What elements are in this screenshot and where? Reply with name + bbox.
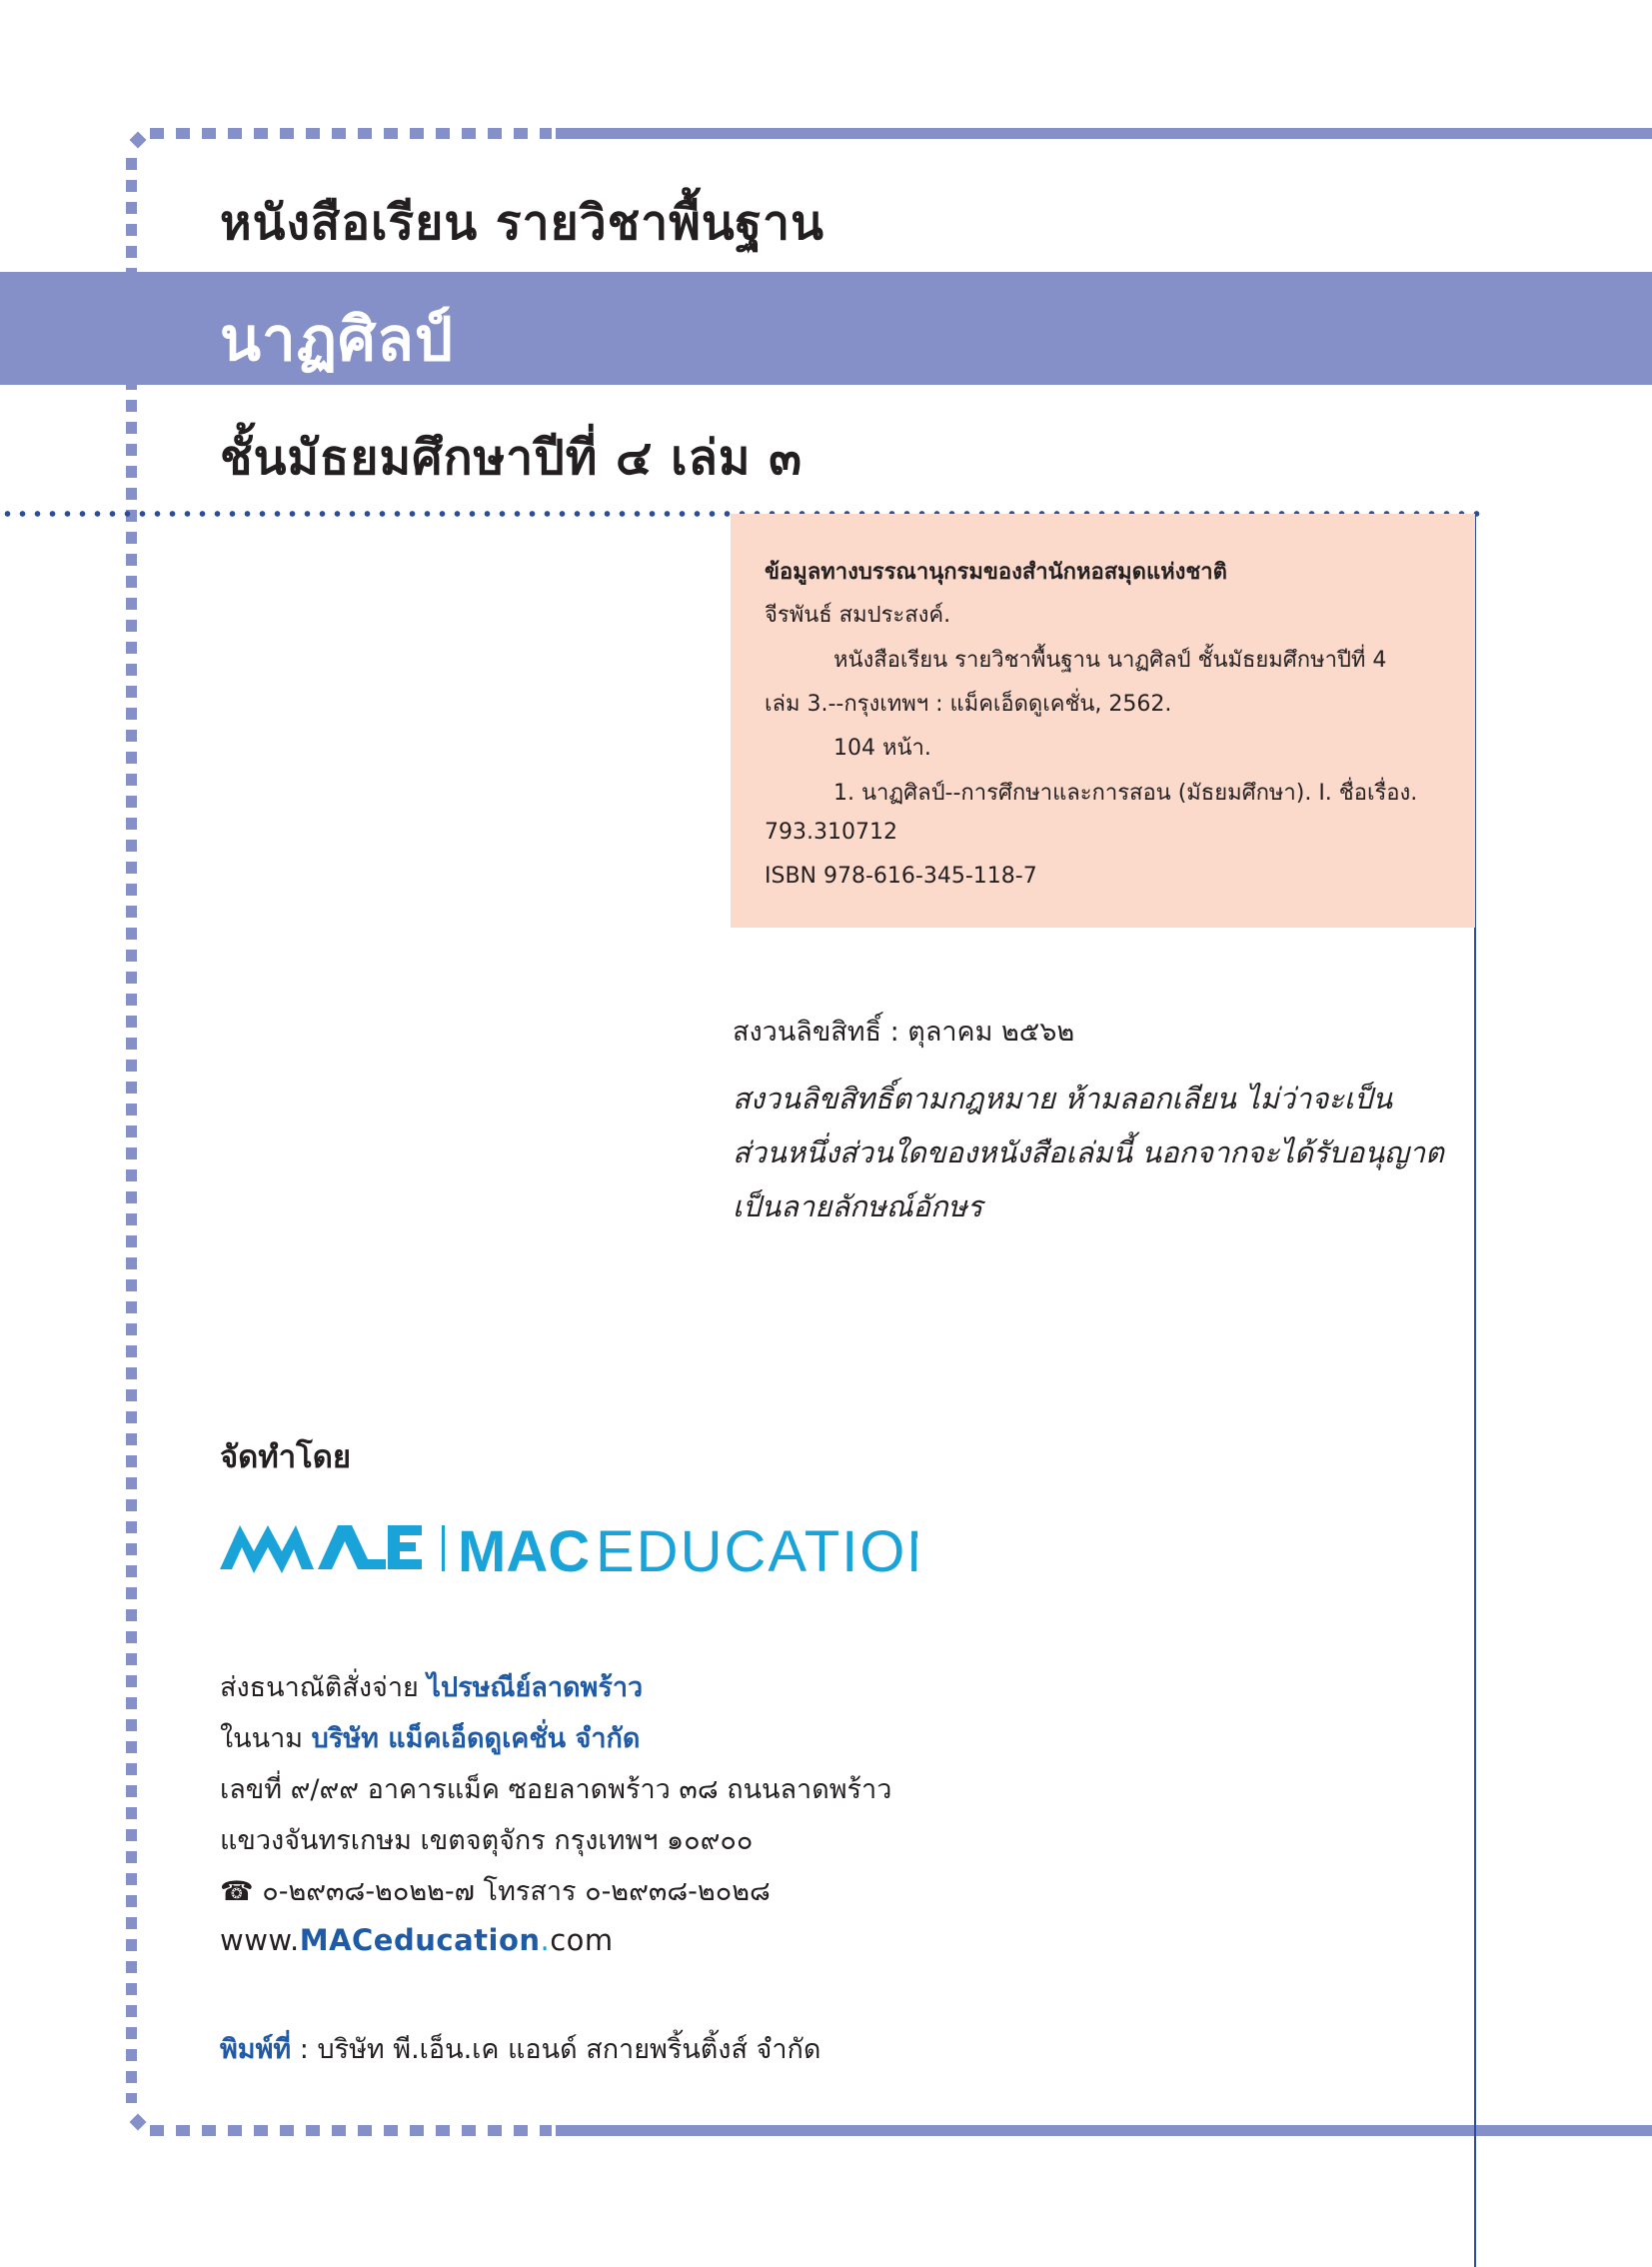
catalog-isbn: ISBN 978-616-345-118-7 xyxy=(765,864,1037,889)
frame-solid-bottom xyxy=(556,2125,1652,2136)
producer-label: จัดทำโดย xyxy=(220,1439,352,1475)
frame-corner-top xyxy=(130,132,147,149)
grade-line: ชั้นมัธยมศึกษาปีที่ ๔ เล่ม ๓ xyxy=(220,430,804,486)
payee-value: บริษัท แม็คเอ็ดดูเคชั่น จำกัด xyxy=(311,1723,641,1754)
frame-dashed-bottom xyxy=(150,2125,552,2136)
logo-text-bold: MAC xyxy=(458,1519,591,1581)
website-dot: . xyxy=(540,1923,551,1957)
frame-corner-bottom xyxy=(130,2114,147,2131)
catalog-book-line-2: เล่ม 3.--กรุงเทพฯ : แม็คเอ็ดดูเคชั่น, 2562. xyxy=(765,692,1172,717)
frame-dashed-top xyxy=(150,128,552,139)
website-name: MACeducation xyxy=(299,1923,541,1957)
printer-label: พิมพ์ที่ xyxy=(220,2034,292,2065)
money-order-label: ส่งธนาณัติสั่งจ่าย xyxy=(220,1672,419,1703)
mac-logo-mark-icon xyxy=(218,1511,917,1581)
money-order-line xyxy=(220,1665,643,1708)
catalog-title: ข้อมูลทางบรรณานุกรมของสำนักหอสมุดแห่งชาติ xyxy=(765,560,1227,585)
catalog-book-line-1: หนังสือเรียน รายวิชาพื้นฐาน นาฏศิลป์ ชั้นมัธยมศึกษาปีที่ 4 xyxy=(833,648,1387,673)
subject-line: หนังสือเรียน รายวิชาพื้นฐาน xyxy=(220,195,825,251)
website-link[interactable] xyxy=(220,1923,614,1957)
phone-numbers: ๐-๒๙๓๘-๒๐๒๒-๗ โทรสาร ๐-๒๙๓๘-๒๐๒๘ xyxy=(262,1876,771,1907)
website-prefix: www. xyxy=(220,1923,300,1957)
catalog-classification: 793.310712 xyxy=(765,820,897,845)
payee-line xyxy=(220,1716,640,1759)
logo-text-light: EDUCATION xyxy=(596,1519,917,1581)
catalog-pages: 104 หน้า. xyxy=(833,736,931,761)
copyright-notice xyxy=(733,1072,1444,1233)
address-street: เลขที่ ๙/๙๙ อาคารแม็ค ซอยลาดพร้าว ๓๘ ถนนลาดพร้าว xyxy=(220,1774,892,1805)
subject-title: นาฏศิลป์ xyxy=(220,305,454,375)
catalog-subject: 1. นาฏศิลป์--การศึกษาและการสอน (มัธยมศึกษา). I. ชื่อเรื่อง. xyxy=(833,781,1418,806)
printer-value: : บริษัท พี.เอ็น.เค แอนด์ สกายพริ้นติ้งส์ จำกัด xyxy=(291,2034,822,2065)
phone-icon: ☎ xyxy=(220,1876,254,1907)
copyright-notice-line-3: เป็นลายลักษณ์อักษร xyxy=(733,1189,983,1223)
phone-line xyxy=(220,1869,771,1912)
payee-label: ในนาม xyxy=(220,1723,304,1754)
frame-dashed-left xyxy=(126,158,137,2103)
frame-solid-top xyxy=(556,128,1652,139)
catalog-author: จีรพันธ์ สมประสงค์. xyxy=(765,603,951,628)
copyright-notice-line-2: ส่วนหนึ่งส่วนใดของหนังสือเล่มนี้ นอกจากจะได้รับอนุญาต xyxy=(733,1135,1444,1169)
copyright-date: สงวนลิขสิทธิ์ : ตุลาคม ๒๕๖๒ xyxy=(733,1017,1075,1048)
printer-line xyxy=(220,2027,821,2070)
mac-education-logo xyxy=(218,1511,917,1581)
address-district: แขวงจันทรเกษม เขตจตุจักร กรุงเทพฯ ๑๐๙๐๐ xyxy=(220,1825,754,1856)
copyright-notice-line-1: สงวนลิขสิทธิ์ตามกฎหมาย ห้ามลอกเลียน ไม่ว่าจะเป็น xyxy=(733,1082,1393,1116)
catalog-box xyxy=(731,514,1475,928)
money-order-value: ไปรษณีย์ลาดพร้าว xyxy=(427,1672,644,1703)
website-suffix: com xyxy=(550,1923,614,1957)
